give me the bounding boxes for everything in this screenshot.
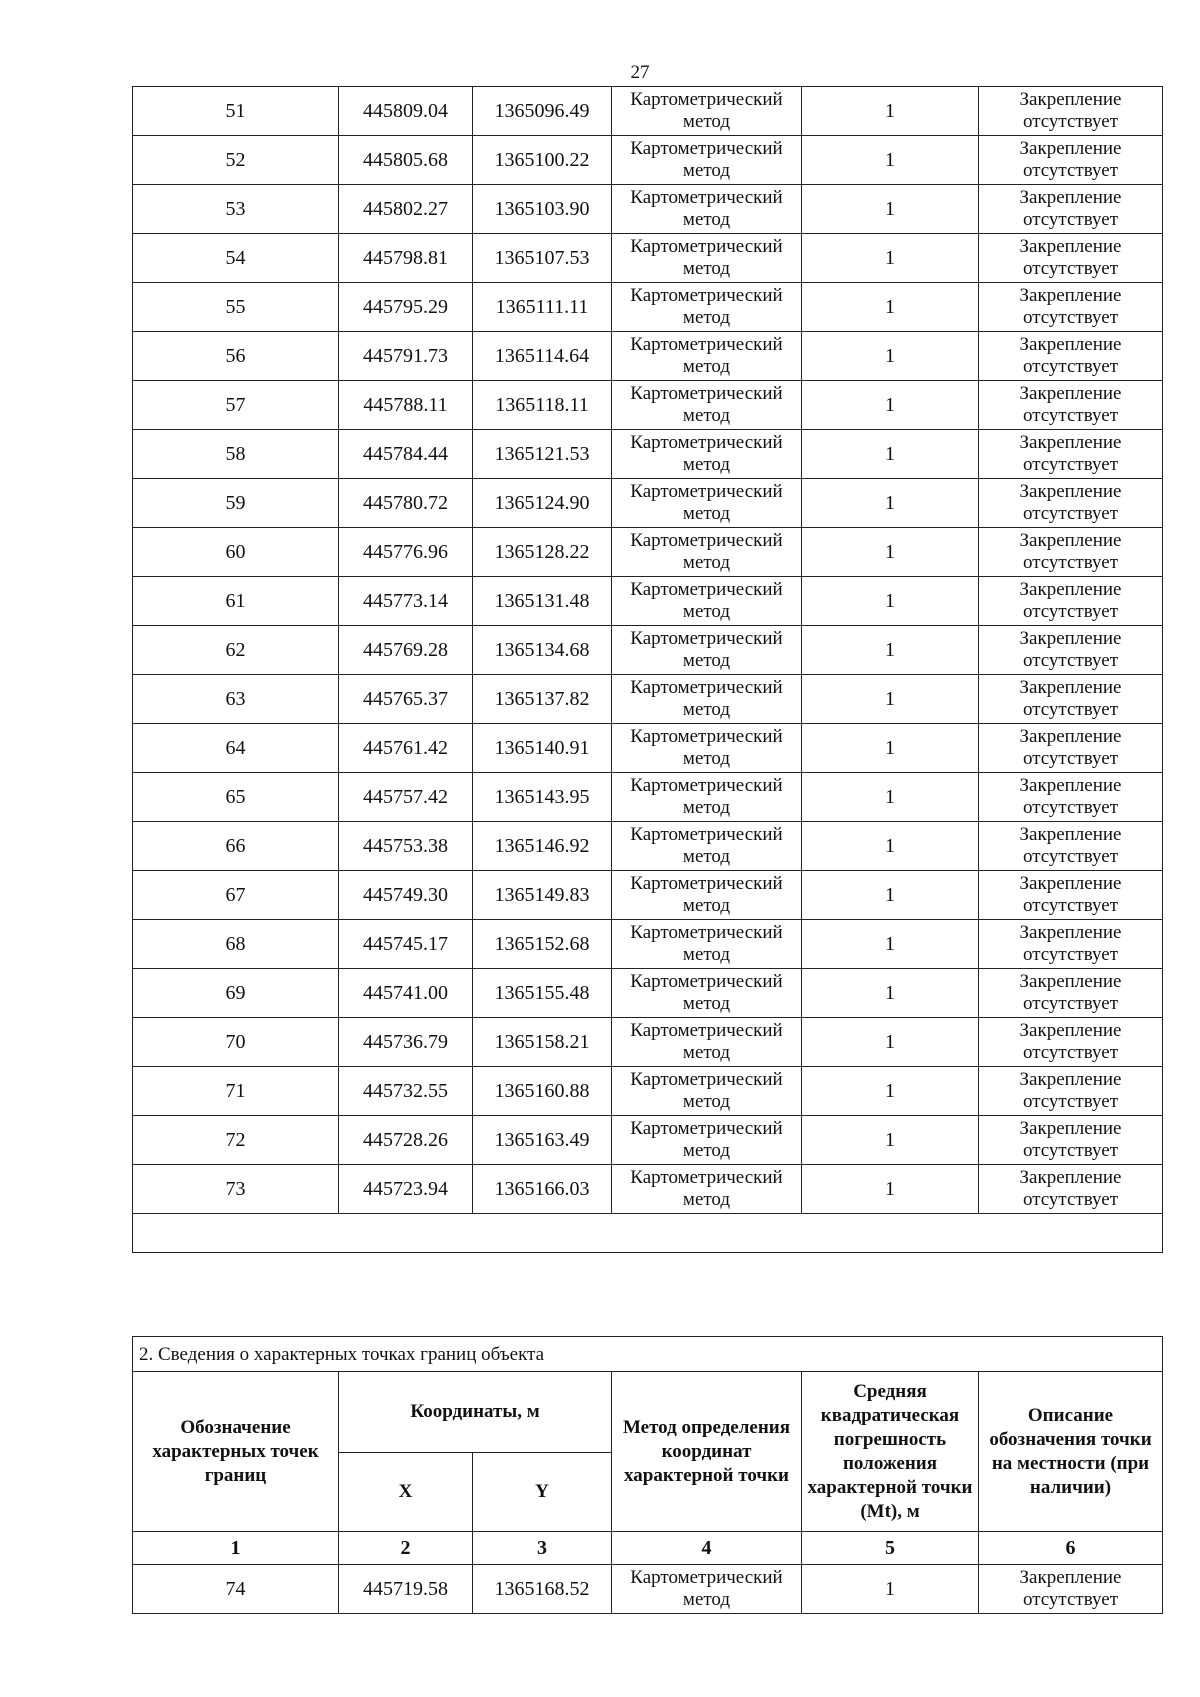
description-cell xyxy=(979,871,1163,920)
mt-cell: 1 xyxy=(802,430,979,479)
y-coordinate-cell: 1365103.90 xyxy=(473,185,612,234)
mt-cell: 1 xyxy=(802,920,979,969)
method-cell xyxy=(612,577,802,626)
point-number-cell: 71 xyxy=(133,1067,339,1116)
description-cell-line-2: отсутствует xyxy=(1022,552,1119,573)
mt-cell: 1 xyxy=(802,136,979,185)
table-row xyxy=(133,724,1163,773)
method-cell xyxy=(612,1565,802,1614)
table-row xyxy=(133,675,1163,724)
mt-cell: 1 xyxy=(802,1165,979,1214)
description-cell-line-1: Закрепление xyxy=(1019,138,1122,159)
table-row xyxy=(133,1116,1163,1165)
table-title: 2. Сведения о характерных точках границ объекта xyxy=(133,1337,1163,1372)
method-cell-line-2: метод xyxy=(682,1140,731,1161)
method-cell xyxy=(612,136,802,185)
x-coordinate-cell: 445765.37 xyxy=(339,675,473,724)
method-cell xyxy=(612,87,802,136)
table-row xyxy=(133,234,1163,283)
method-cell-line-1: Картометрический xyxy=(630,1567,783,1588)
method-cell xyxy=(612,969,802,1018)
table-body xyxy=(133,87,1163,1253)
point-number-cell: 72 xyxy=(133,1116,339,1165)
description-cell xyxy=(979,920,1163,969)
x-coordinate-cell: 445723.94 xyxy=(339,1165,473,1214)
x-coordinate-cell: 445791.73 xyxy=(339,332,473,381)
point-number-cell: 55 xyxy=(133,283,339,332)
description-cell xyxy=(979,1165,1163,1214)
table-row xyxy=(133,528,1163,577)
method-cell-line-2: метод xyxy=(682,846,731,867)
method-cell xyxy=(612,920,802,969)
column-number: 6 xyxy=(979,1532,1163,1565)
method-cell-line-1: Картометрический xyxy=(630,432,783,453)
y-coordinate-cell: 1365155.48 xyxy=(473,969,612,1018)
description-cell-line-2: отсутствует xyxy=(1022,503,1119,524)
y-coordinate-cell: 1365111.11 xyxy=(473,283,612,332)
method-cell-line-2: метод xyxy=(682,307,731,328)
mt-cell: 1 xyxy=(802,528,979,577)
description-cell xyxy=(979,528,1163,577)
column-number: 1 xyxy=(133,1532,339,1565)
method-cell-line-1: Картометрический xyxy=(630,1167,783,1188)
x-coordinate-cell: 445784.44 xyxy=(339,430,473,479)
description-cell-line-2: отсутствует xyxy=(1022,650,1119,671)
y-coordinate-cell: 1365140.91 xyxy=(473,724,612,773)
method-cell xyxy=(612,430,802,479)
description-cell-line-2: отсутствует xyxy=(1022,356,1119,377)
method-cell xyxy=(612,1018,802,1067)
description-cell xyxy=(979,234,1163,283)
description-cell-line-2: отсутствует xyxy=(1022,111,1119,132)
x-coordinate-cell: 445757.42 xyxy=(339,773,473,822)
description-cell-line-1: Закрепление xyxy=(1019,677,1122,698)
x-coordinate-cell: 445780.72 xyxy=(339,479,473,528)
mt-cell: 1 xyxy=(802,1067,979,1116)
method-cell-line-1: Картометрический xyxy=(630,530,783,551)
description-cell-line-2: отсутствует xyxy=(1022,454,1119,475)
description-cell-line-1: Закрепление xyxy=(1019,530,1122,551)
method-cell-line-1: Картометрический xyxy=(630,481,783,502)
mt-cell: 1 xyxy=(802,283,979,332)
method-cell-line-1: Картометрический xyxy=(630,236,783,257)
method-cell xyxy=(612,773,802,822)
boundary-points-table xyxy=(132,1336,1163,1614)
description-cell-line-1: Закрепление xyxy=(1019,383,1122,404)
method-cell-line-2: метод xyxy=(682,1042,731,1063)
point-number-cell: 54 xyxy=(133,234,339,283)
x-coordinate-cell: 445776.96 xyxy=(339,528,473,577)
method-cell xyxy=(612,871,802,920)
description-cell-line-2: отсутствует xyxy=(1022,1140,1119,1161)
description-cell-line-2: отсутствует xyxy=(1022,405,1119,426)
table-row xyxy=(133,871,1163,920)
description-cell-line-2: отсутствует xyxy=(1022,748,1119,769)
x-coordinate-cell: 445798.81 xyxy=(339,234,473,283)
point-number-cell: 65 xyxy=(133,773,339,822)
x-coordinate-cell: 445809.04 xyxy=(339,87,473,136)
method-cell xyxy=(612,283,802,332)
method-cell xyxy=(612,675,802,724)
description-cell xyxy=(979,724,1163,773)
table-row xyxy=(133,822,1163,871)
mt-cell: 1 xyxy=(802,822,979,871)
table-row xyxy=(133,1565,1163,1614)
column-number: 3 xyxy=(473,1532,612,1565)
description-cell-line-1: Закрепление xyxy=(1019,432,1122,453)
point-number-cell: 56 xyxy=(133,332,339,381)
description-cell xyxy=(979,1067,1163,1116)
point-number-cell: 68 xyxy=(133,920,339,969)
description-cell-line-2: отсутствует xyxy=(1022,258,1119,279)
y-coordinate-cell: 1365121.53 xyxy=(473,430,612,479)
description-cell-line-1: Закрепление xyxy=(1019,824,1122,845)
method-cell-line-2: метод xyxy=(682,650,731,671)
description-cell xyxy=(979,577,1163,626)
method-cell-line-1: Картометрический xyxy=(630,383,783,404)
point-number-cell: 63 xyxy=(133,675,339,724)
table-row xyxy=(133,283,1163,332)
description-cell xyxy=(979,773,1163,822)
method-cell-line-1: Картометрический xyxy=(630,1118,783,1139)
method-cell-line-2: метод xyxy=(682,258,731,279)
method-cell-line-2: метод xyxy=(682,503,731,524)
y-coordinate-cell: 1365131.48 xyxy=(473,577,612,626)
description-cell-line-1: Закрепление xyxy=(1019,775,1122,796)
table-row xyxy=(133,430,1163,479)
description-cell-line-2: отсутствует xyxy=(1022,1589,1119,1610)
point-number-cell: 58 xyxy=(133,430,339,479)
header-mt: Средняя квадратическая погрешность положения характерной точки (Mt), м xyxy=(802,1372,979,1532)
x-coordinate-cell: 445761.42 xyxy=(339,724,473,773)
x-coordinate-cell: 445745.17 xyxy=(339,920,473,969)
method-cell-line-1: Картометрический xyxy=(630,1020,783,1041)
description-cell-line-2: отсутствует xyxy=(1022,797,1119,818)
description-cell xyxy=(979,136,1163,185)
method-cell-line-2: метод xyxy=(682,454,731,475)
method-cell-line-1: Картометрический xyxy=(630,334,783,355)
method-cell-line-1: Картометрический xyxy=(630,579,783,600)
point-number-cell: 74 xyxy=(133,1565,339,1614)
description-cell-line-2: отсутствует xyxy=(1022,993,1119,1014)
empty-row xyxy=(133,1214,1163,1253)
method-cell-line-1: Картометрический xyxy=(630,677,783,698)
mt-cell: 1 xyxy=(802,381,979,430)
method-cell-line-2: метод xyxy=(682,601,731,622)
point-number-cell: 59 xyxy=(133,479,339,528)
point-number-cell: 64 xyxy=(133,724,339,773)
method-cell-line-2: метод xyxy=(682,405,731,426)
x-coordinate-cell: 445773.14 xyxy=(339,577,473,626)
mt-cell: 1 xyxy=(802,724,979,773)
y-coordinate-cell: 1365137.82 xyxy=(473,675,612,724)
description-cell-line-2: отсутствует xyxy=(1022,307,1119,328)
method-cell-line-2: метод xyxy=(682,944,731,965)
header-coordinates: Координаты, м xyxy=(339,1372,612,1453)
table-row xyxy=(133,626,1163,675)
table-row xyxy=(133,87,1163,136)
method-cell xyxy=(612,1116,802,1165)
point-number-cell: 69 xyxy=(133,969,339,1018)
method-cell-line-1: Картометрический xyxy=(630,824,783,845)
table-body xyxy=(133,1337,1163,1614)
y-coordinate-cell: 1365158.21 xyxy=(473,1018,612,1067)
x-coordinate-cell: 445728.26 xyxy=(339,1116,473,1165)
point-number-cell: 62 xyxy=(133,626,339,675)
description-cell xyxy=(979,675,1163,724)
point-number-cell: 61 xyxy=(133,577,339,626)
y-coordinate-cell: 1365149.83 xyxy=(473,871,612,920)
y-coordinate-cell: 1365152.68 xyxy=(473,920,612,969)
description-cell-line-1: Закрепление xyxy=(1019,236,1122,257)
method-cell xyxy=(612,724,802,773)
y-coordinate-cell: 1365160.88 xyxy=(473,1067,612,1116)
mt-cell: 1 xyxy=(802,871,979,920)
description-cell-line-2: отсутствует xyxy=(1022,209,1119,230)
mt-cell: 1 xyxy=(802,773,979,822)
method-cell xyxy=(612,822,802,871)
description-cell xyxy=(979,87,1163,136)
description-cell xyxy=(979,822,1163,871)
description-cell xyxy=(979,969,1163,1018)
description-cell-line-2: отсутствует xyxy=(1022,160,1119,181)
y-coordinate-cell: 1365143.95 xyxy=(473,773,612,822)
coordinates-table-continued xyxy=(132,86,1163,1253)
mt-cell: 1 xyxy=(802,479,979,528)
description-cell-line-1: Закрепление xyxy=(1019,1167,1122,1188)
mt-cell: 1 xyxy=(802,1018,979,1067)
description-cell xyxy=(979,1116,1163,1165)
y-coordinate-cell: 1365096.49 xyxy=(473,87,612,136)
x-coordinate-cell: 445749.30 xyxy=(339,871,473,920)
description-cell xyxy=(979,185,1163,234)
method-cell-line-1: Картометрический xyxy=(630,89,783,110)
description-cell xyxy=(979,332,1163,381)
method-cell-line-1: Картометрический xyxy=(630,138,783,159)
mt-cell: 1 xyxy=(802,234,979,283)
description-cell-line-2: отсутствует xyxy=(1022,1091,1119,1112)
method-cell-line-2: метод xyxy=(682,699,731,720)
description-cell xyxy=(979,430,1163,479)
column-number: 2 xyxy=(339,1532,473,1565)
method-cell-line-1: Картометрический xyxy=(630,628,783,649)
method-cell-line-1: Картометрический xyxy=(630,1069,783,1090)
x-coordinate-cell: 445753.38 xyxy=(339,822,473,871)
point-number-cell: 70 xyxy=(133,1018,339,1067)
description-cell-line-1: Закрепление xyxy=(1019,922,1122,943)
x-coordinate-cell: 445719.58 xyxy=(339,1565,473,1614)
table-row xyxy=(133,1018,1163,1067)
mt-cell: 1 xyxy=(802,332,979,381)
point-number-cell: 51 xyxy=(133,87,339,136)
x-coordinate-cell: 445788.11 xyxy=(339,381,473,430)
mt-cell: 1 xyxy=(802,577,979,626)
method-cell-line-2: метод xyxy=(682,1189,731,1210)
method-cell-line-2: метод xyxy=(682,748,731,769)
x-coordinate-cell: 445795.29 xyxy=(339,283,473,332)
description-cell-line-1: Закрепление xyxy=(1019,334,1122,355)
x-coordinate-cell: 445769.28 xyxy=(339,626,473,675)
description-cell-line-1: Закрепление xyxy=(1019,873,1122,894)
method-cell xyxy=(612,185,802,234)
y-coordinate-cell: 1365114.64 xyxy=(473,332,612,381)
description-cell-line-1: Закрепление xyxy=(1019,1020,1122,1041)
description-cell-line-1: Закрепление xyxy=(1019,481,1122,502)
method-cell-line-1: Картометрический xyxy=(630,187,783,208)
method-cell xyxy=(612,528,802,577)
description-cell-line-1: Закрепление xyxy=(1019,1567,1122,1588)
method-cell-line-2: метод xyxy=(682,895,731,916)
y-coordinate-cell: 1365168.52 xyxy=(473,1565,612,1614)
method-cell-line-2: метод xyxy=(682,1091,731,1112)
mt-cell: 1 xyxy=(802,969,979,1018)
column-number: 4 xyxy=(612,1532,802,1565)
header-designation: Обозначение характерных точек границ xyxy=(133,1372,339,1532)
description-cell-line-1: Закрепление xyxy=(1019,285,1122,306)
mt-cell: 1 xyxy=(802,1565,979,1614)
description-cell-line-2: отсутствует xyxy=(1022,1042,1119,1063)
description-cell xyxy=(979,1565,1163,1614)
header-method: Метод определения координат характерной точки xyxy=(612,1372,802,1532)
method-cell xyxy=(612,332,802,381)
method-cell-line-1: Картометрический xyxy=(630,971,783,992)
method-cell-line-1: Картометрический xyxy=(630,285,783,306)
method-cell-line-2: метод xyxy=(682,356,731,377)
x-coordinate-cell: 445805.68 xyxy=(339,136,473,185)
point-number-cell: 52 xyxy=(133,136,339,185)
description-cell-line-1: Закрепление xyxy=(1019,187,1122,208)
method-cell-line-2: метод xyxy=(682,111,731,132)
method-cell-line-1: Картометрический xyxy=(630,726,783,747)
x-coordinate-cell: 445736.79 xyxy=(339,1018,473,1067)
point-number-cell: 60 xyxy=(133,528,339,577)
table-row xyxy=(133,332,1163,381)
table-row xyxy=(133,1165,1163,1214)
description-cell-line-2: отсутствует xyxy=(1022,601,1119,622)
description-cell-line-1: Закрепление xyxy=(1019,1118,1122,1139)
table-row xyxy=(133,479,1163,528)
method-cell-line-2: метод xyxy=(682,160,731,181)
description-cell-line-2: отсутствует xyxy=(1022,699,1119,720)
description-cell-line-2: отсутствует xyxy=(1022,944,1119,965)
method-cell-line-2: метод xyxy=(682,797,731,818)
method-cell-line-2: метод xyxy=(682,1589,731,1610)
description-cell xyxy=(979,1018,1163,1067)
method-cell-line-2: метод xyxy=(682,993,731,1014)
description-cell-line-2: отсутствует xyxy=(1022,846,1119,867)
table-row xyxy=(133,185,1163,234)
description-cell-line-1: Закрепление xyxy=(1019,726,1122,747)
x-coordinate-cell: 445741.00 xyxy=(339,969,473,1018)
method-cell-line-1: Картометрический xyxy=(630,873,783,894)
column-number: 5 xyxy=(802,1532,979,1565)
description-cell-line-2: отсутствует xyxy=(1022,1189,1119,1210)
point-number-cell: 73 xyxy=(133,1165,339,1214)
y-coordinate-cell: 1365100.22 xyxy=(473,136,612,185)
description-cell-line-1: Закрепление xyxy=(1019,971,1122,992)
y-coordinate-cell: 1365124.90 xyxy=(473,479,612,528)
point-number-cell: 67 xyxy=(133,871,339,920)
point-number-cell: 66 xyxy=(133,822,339,871)
header-x: X xyxy=(339,1453,473,1532)
y-coordinate-cell: 1365107.53 xyxy=(473,234,612,283)
mt-cell: 1 xyxy=(802,185,979,234)
table-row xyxy=(133,920,1163,969)
mt-cell: 1 xyxy=(802,87,979,136)
method-cell-line-1: Картометрический xyxy=(630,775,783,796)
table-row xyxy=(133,136,1163,185)
table-row xyxy=(133,773,1163,822)
method-cell xyxy=(612,381,802,430)
description-cell xyxy=(979,283,1163,332)
x-coordinate-cell: 445802.27 xyxy=(339,185,473,234)
description-cell-line-1: Закрепление xyxy=(1019,1069,1122,1090)
y-coordinate-cell: 1365146.92 xyxy=(473,822,612,871)
method-cell-line-1: Картометрический xyxy=(630,922,783,943)
page-number: 27 xyxy=(630,62,650,83)
mt-cell: 1 xyxy=(802,1116,979,1165)
x-coordinate-cell: 445732.55 xyxy=(339,1067,473,1116)
table-row xyxy=(133,577,1163,626)
method-cell-line-2: метод xyxy=(682,209,731,230)
y-coordinate-cell: 1365134.68 xyxy=(473,626,612,675)
empty-cell xyxy=(133,1214,1163,1253)
mt-cell: 1 xyxy=(802,626,979,675)
y-coordinate-cell: 1365118.11 xyxy=(473,381,612,430)
method-cell xyxy=(612,479,802,528)
point-number-cell: 57 xyxy=(133,381,339,430)
y-coordinate-cell: 1365128.22 xyxy=(473,528,612,577)
table-row xyxy=(133,1067,1163,1116)
header-y: Y xyxy=(473,1453,612,1532)
header-description: Описание обозначения точки на местности (при наличии) xyxy=(979,1372,1163,1532)
description-cell-line-1: Закрепление xyxy=(1019,628,1122,649)
method-cell xyxy=(612,1165,802,1214)
method-cell xyxy=(612,626,802,675)
description-cell-line-2: отсутствует xyxy=(1022,895,1119,916)
method-cell-line-2: метод xyxy=(682,552,731,573)
description-cell-line-1: Закрепление xyxy=(1019,89,1122,110)
description-cell xyxy=(979,626,1163,675)
point-number-cell: 53 xyxy=(133,185,339,234)
method-cell xyxy=(612,1067,802,1116)
y-coordinate-cell: 1365163.49 xyxy=(473,1116,612,1165)
description-cell-line-1: Закрепление xyxy=(1019,579,1122,600)
description-cell xyxy=(979,479,1163,528)
table-row xyxy=(133,969,1163,1018)
mt-cell: 1 xyxy=(802,675,979,724)
description-cell xyxy=(979,381,1163,430)
method-cell xyxy=(612,234,802,283)
table-row xyxy=(133,381,1163,430)
y-coordinate-cell: 1365166.03 xyxy=(473,1165,612,1214)
